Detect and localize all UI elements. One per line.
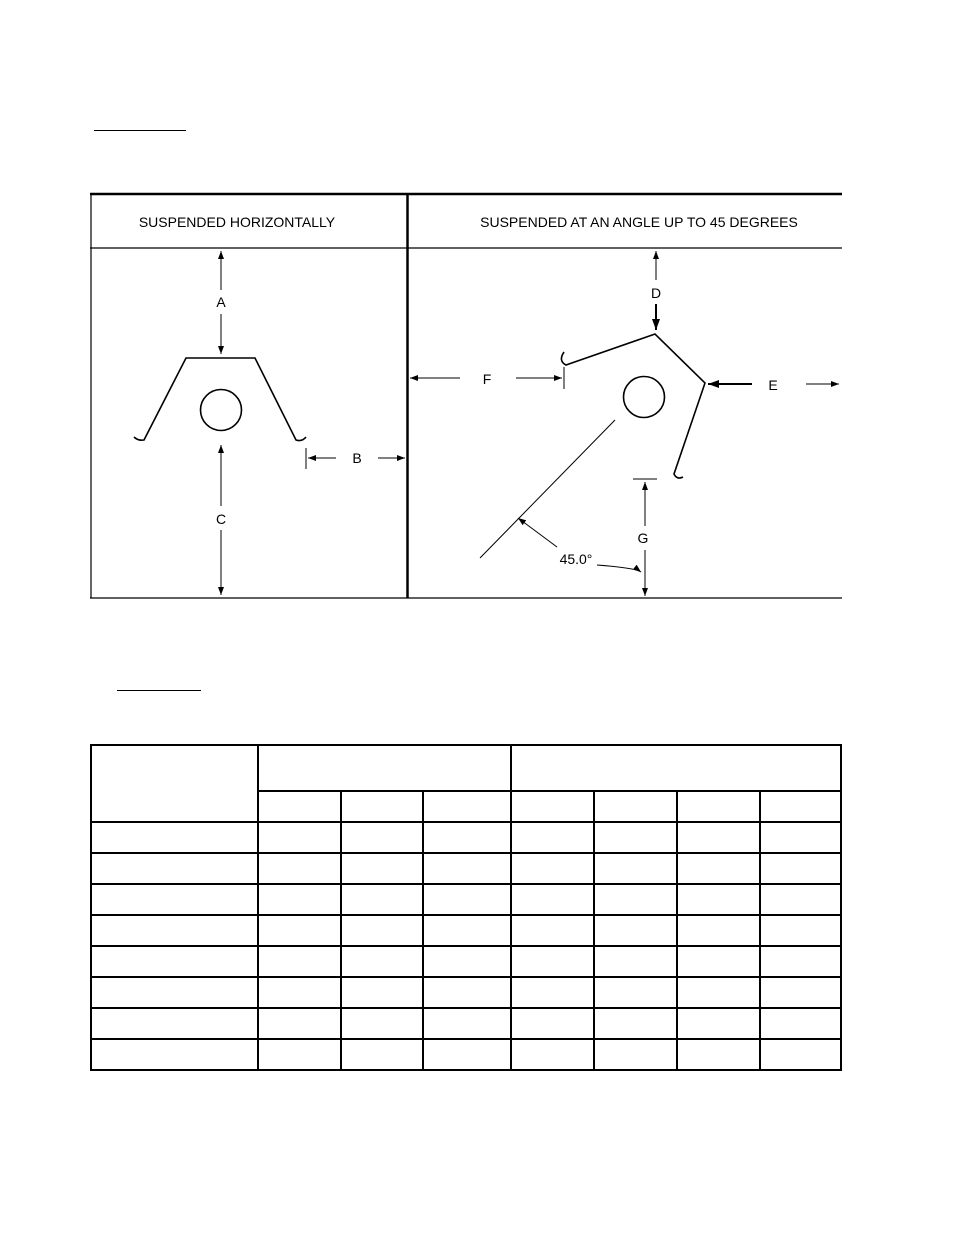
table-cell: [677, 1008, 760, 1039]
table-row: [91, 884, 841, 915]
angle-arc: [597, 565, 641, 572]
angle-reference-line: [480, 420, 615, 558]
panel-left-title: SUSPENDED HORIZONTALLY: [138, 214, 336, 230]
table-cell: [594, 977, 677, 1008]
label-e: E: [768, 377, 778, 393]
table-cell: [760, 884, 841, 915]
table-cell: [423, 946, 511, 977]
table-group-header-2: [511, 745, 841, 791]
table-cell: [677, 853, 760, 884]
label-b: B: [352, 450, 362, 466]
table-cell: [760, 977, 841, 1008]
table-cell: [511, 1008, 594, 1039]
table-cell: [760, 1008, 841, 1039]
table-cell: [760, 1039, 841, 1070]
table-cell: [423, 853, 511, 884]
table-cell: [677, 884, 760, 915]
table-row: [91, 822, 841, 853]
table-cell: [341, 915, 423, 946]
right-fixture-shape: [561, 334, 705, 478]
table-row-label-cell: [91, 1039, 258, 1070]
table-cell: [341, 822, 423, 853]
dimension-table: [90, 744, 842, 1071]
table-cell: [594, 884, 677, 915]
table-header-row: [91, 745, 841, 791]
table-row-label-cell: [91, 946, 258, 977]
table-cell: [341, 1039, 423, 1070]
table-cell: [258, 1008, 341, 1039]
table-row-label-cell: [91, 884, 258, 915]
table-cell: [511, 977, 594, 1008]
table-cell: [511, 853, 594, 884]
angle-arc-start: [518, 518, 557, 547]
angle-label: 45.0°: [559, 551, 593, 567]
table-cell: [594, 1008, 677, 1039]
table-row: [91, 1008, 841, 1039]
table-cell: [258, 884, 341, 915]
table-subheader-cell: [258, 791, 341, 822]
table-subheader-cell: [423, 791, 511, 822]
table-cell: [677, 822, 760, 853]
table-row: [91, 853, 841, 884]
table-cell: [594, 1039, 677, 1070]
table-cell: [258, 1039, 341, 1070]
diagram-frame: [90, 194, 842, 598]
table-heading-rule: [117, 690, 201, 691]
table-cell: [341, 977, 423, 1008]
table-row: [91, 946, 841, 977]
table-subheader-cell: [677, 791, 760, 822]
table-cell: [760, 915, 841, 946]
table-corner-cell: [91, 745, 258, 822]
table-row: [91, 1039, 841, 1070]
table-cell: [423, 822, 511, 853]
table-cell: [341, 946, 423, 977]
table-cell: [258, 977, 341, 1008]
table-cell: [677, 977, 760, 1008]
table-cell: [423, 977, 511, 1008]
table-cell: [341, 884, 423, 915]
table-row: [91, 915, 841, 946]
table-cell: [677, 1039, 760, 1070]
table-cell: [423, 1039, 511, 1070]
table-group-header-1: [258, 745, 511, 791]
table-cell: [511, 822, 594, 853]
label-d: D: [650, 285, 662, 301]
table-cell: [594, 853, 677, 884]
table-row-label-cell: [91, 977, 258, 1008]
table-cell: [594, 822, 677, 853]
table-cell: [258, 915, 341, 946]
table-body: [91, 822, 841, 1070]
table-row-label-cell: [91, 915, 258, 946]
table-cell: [760, 822, 841, 853]
table-cell: [258, 822, 341, 853]
label-a: A: [216, 294, 226, 310]
table-subheader-cell: [760, 791, 841, 822]
table-cell: [258, 946, 341, 977]
table-cell: [341, 853, 423, 884]
table-cell: [423, 915, 511, 946]
table-cell: [511, 1039, 594, 1070]
table-row: [91, 977, 841, 1008]
panel-right-title: SUSPENDED AT AN ANGLE UP TO 45 DEGREES: [480, 214, 798, 230]
table-cell: [341, 1008, 423, 1039]
table-cell: [423, 884, 511, 915]
table-cell: [594, 946, 677, 977]
table-cell: [677, 915, 760, 946]
table-subheader-cell: [511, 791, 594, 822]
table-cell: [677, 946, 760, 977]
label-c: C: [215, 511, 227, 527]
table-row-label-cell: [91, 853, 258, 884]
label-g: G: [637, 530, 649, 546]
table-cell: [511, 884, 594, 915]
table-cell: [258, 853, 341, 884]
table-row-label-cell: [91, 1008, 258, 1039]
table-cell: [760, 853, 841, 884]
table-cell: [423, 1008, 511, 1039]
table-row-label-cell: [91, 822, 258, 853]
table-cell: [594, 915, 677, 946]
table-cell: [760, 946, 841, 977]
table-subheader-cell: [341, 791, 423, 822]
left-fixture-shape: [134, 358, 306, 441]
table-cell: [511, 915, 594, 946]
table-subheader-cell: [594, 791, 677, 822]
label-f: F: [482, 371, 492, 387]
table-cell: [511, 946, 594, 977]
